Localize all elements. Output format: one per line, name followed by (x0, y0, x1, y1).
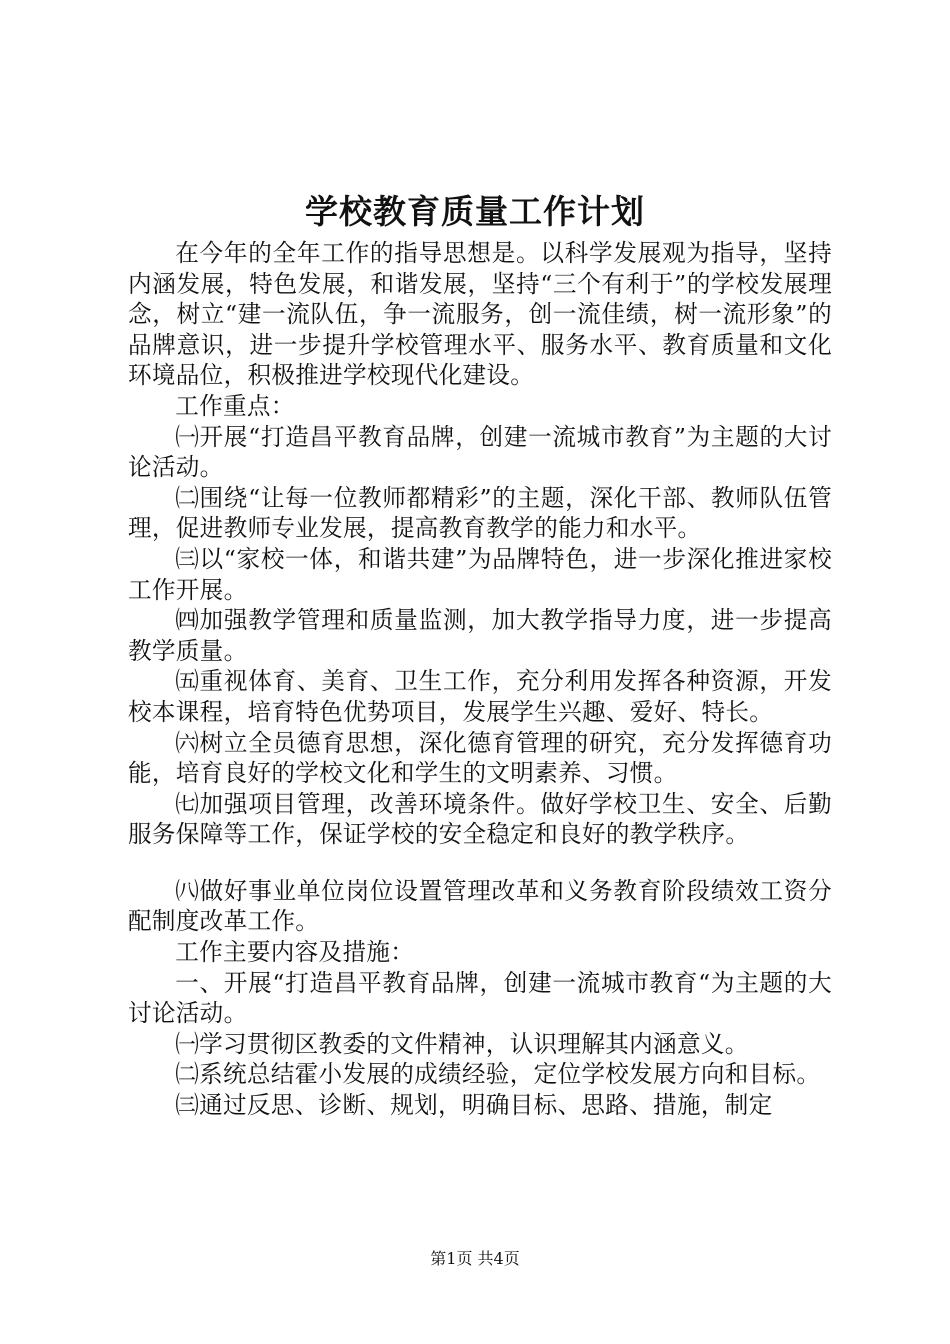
paragraph-measure-1-3: ㈢通过反思、诊断、规划，明确目标、思路、措施，制定 (175, 1091, 773, 1120)
paragraph-work-focus-heading: 工作重点： (175, 391, 295, 420)
paragraph-focus-4: ㈣加强教学管理和质量监测，加大教学指导力度，进一步提高教学质量。 (128, 606, 832, 665)
paragraph-measure-1-2: ㈡系统总结霍小发展的成绩经验，定位学校发展方向和目标。 (175, 1060, 821, 1089)
paragraph-focus-8: ㈧做好事业单位岗位设置管理改革和义务教育阶段绩效工资分配制度改革工作。 (128, 876, 832, 936)
paragraph-measure-1-1: ㈠学习贯彻区教委的文件精神，认识理解其内涵意义。 (175, 1029, 749, 1058)
paragraph-measures-heading: 工作主要内容及措施： (175, 938, 415, 967)
paragraph-guiding-thought: 在今年的全年工作的指导思想是。以科学发展观为指导，坚持内涵发展，特色发展，和谐发展，坚持“三个有利于”的学校发展理念，树立“建一流队伍，争一流服务，创一流佳绩，树一流形象”的品牌意识，进一步提升学校管理水平、服务水平、教育质量和文化环境品位，积极推进学校现代化建设。 (128, 239, 832, 390)
paragraph-focus-1: ㈠开展“打造昌平教育品牌，创建一流城市教育”为主题的大讨论活动。 (128, 422, 832, 482)
paragraph-measure-section-1: 一、开展“打造昌平教育品牌，创建一流城市教育“为主题的大讨论活动。 (128, 968, 832, 1028)
document-title: 学校教育质量工作计划 (305, 192, 645, 231)
paragraph-focus-6: ㈥树立全员德育思想，深化德育管理的研究，充分发挥德育功能，培育良好的学校文化和学生的文明素养、习惯。 (128, 728, 832, 788)
paragraph-focus-3: ㈢以“家校一体，和谐共建”为品牌特色，进一步深化推进家校工作开展。 (128, 544, 832, 604)
paragraph-focus-7: ㈦加强项目管理，改善环境条件。做好学校卫生、安全、后勤服务保障等工作，保证学校的安全稳定和良好的教学秩序。 (128, 789, 832, 849)
page-number-footer: 第1页 共4页 (430, 1249, 520, 1268)
document-body (128, 238, 832, 1121)
paragraph-focus-2: ㈡围绕“让每一位教师都精彩”的主题，深化干部、教师队伍管理，促进教师专业发展，提高教育教学的能力和水平。 (128, 483, 832, 543)
paragraph-focus-5: ㈤重视体育、美育、卫生工作，充分利用发挥各种资源，开发校本课程，培育特色优势项目，发展学生兴趣、爱好、特长。 (128, 667, 832, 726)
